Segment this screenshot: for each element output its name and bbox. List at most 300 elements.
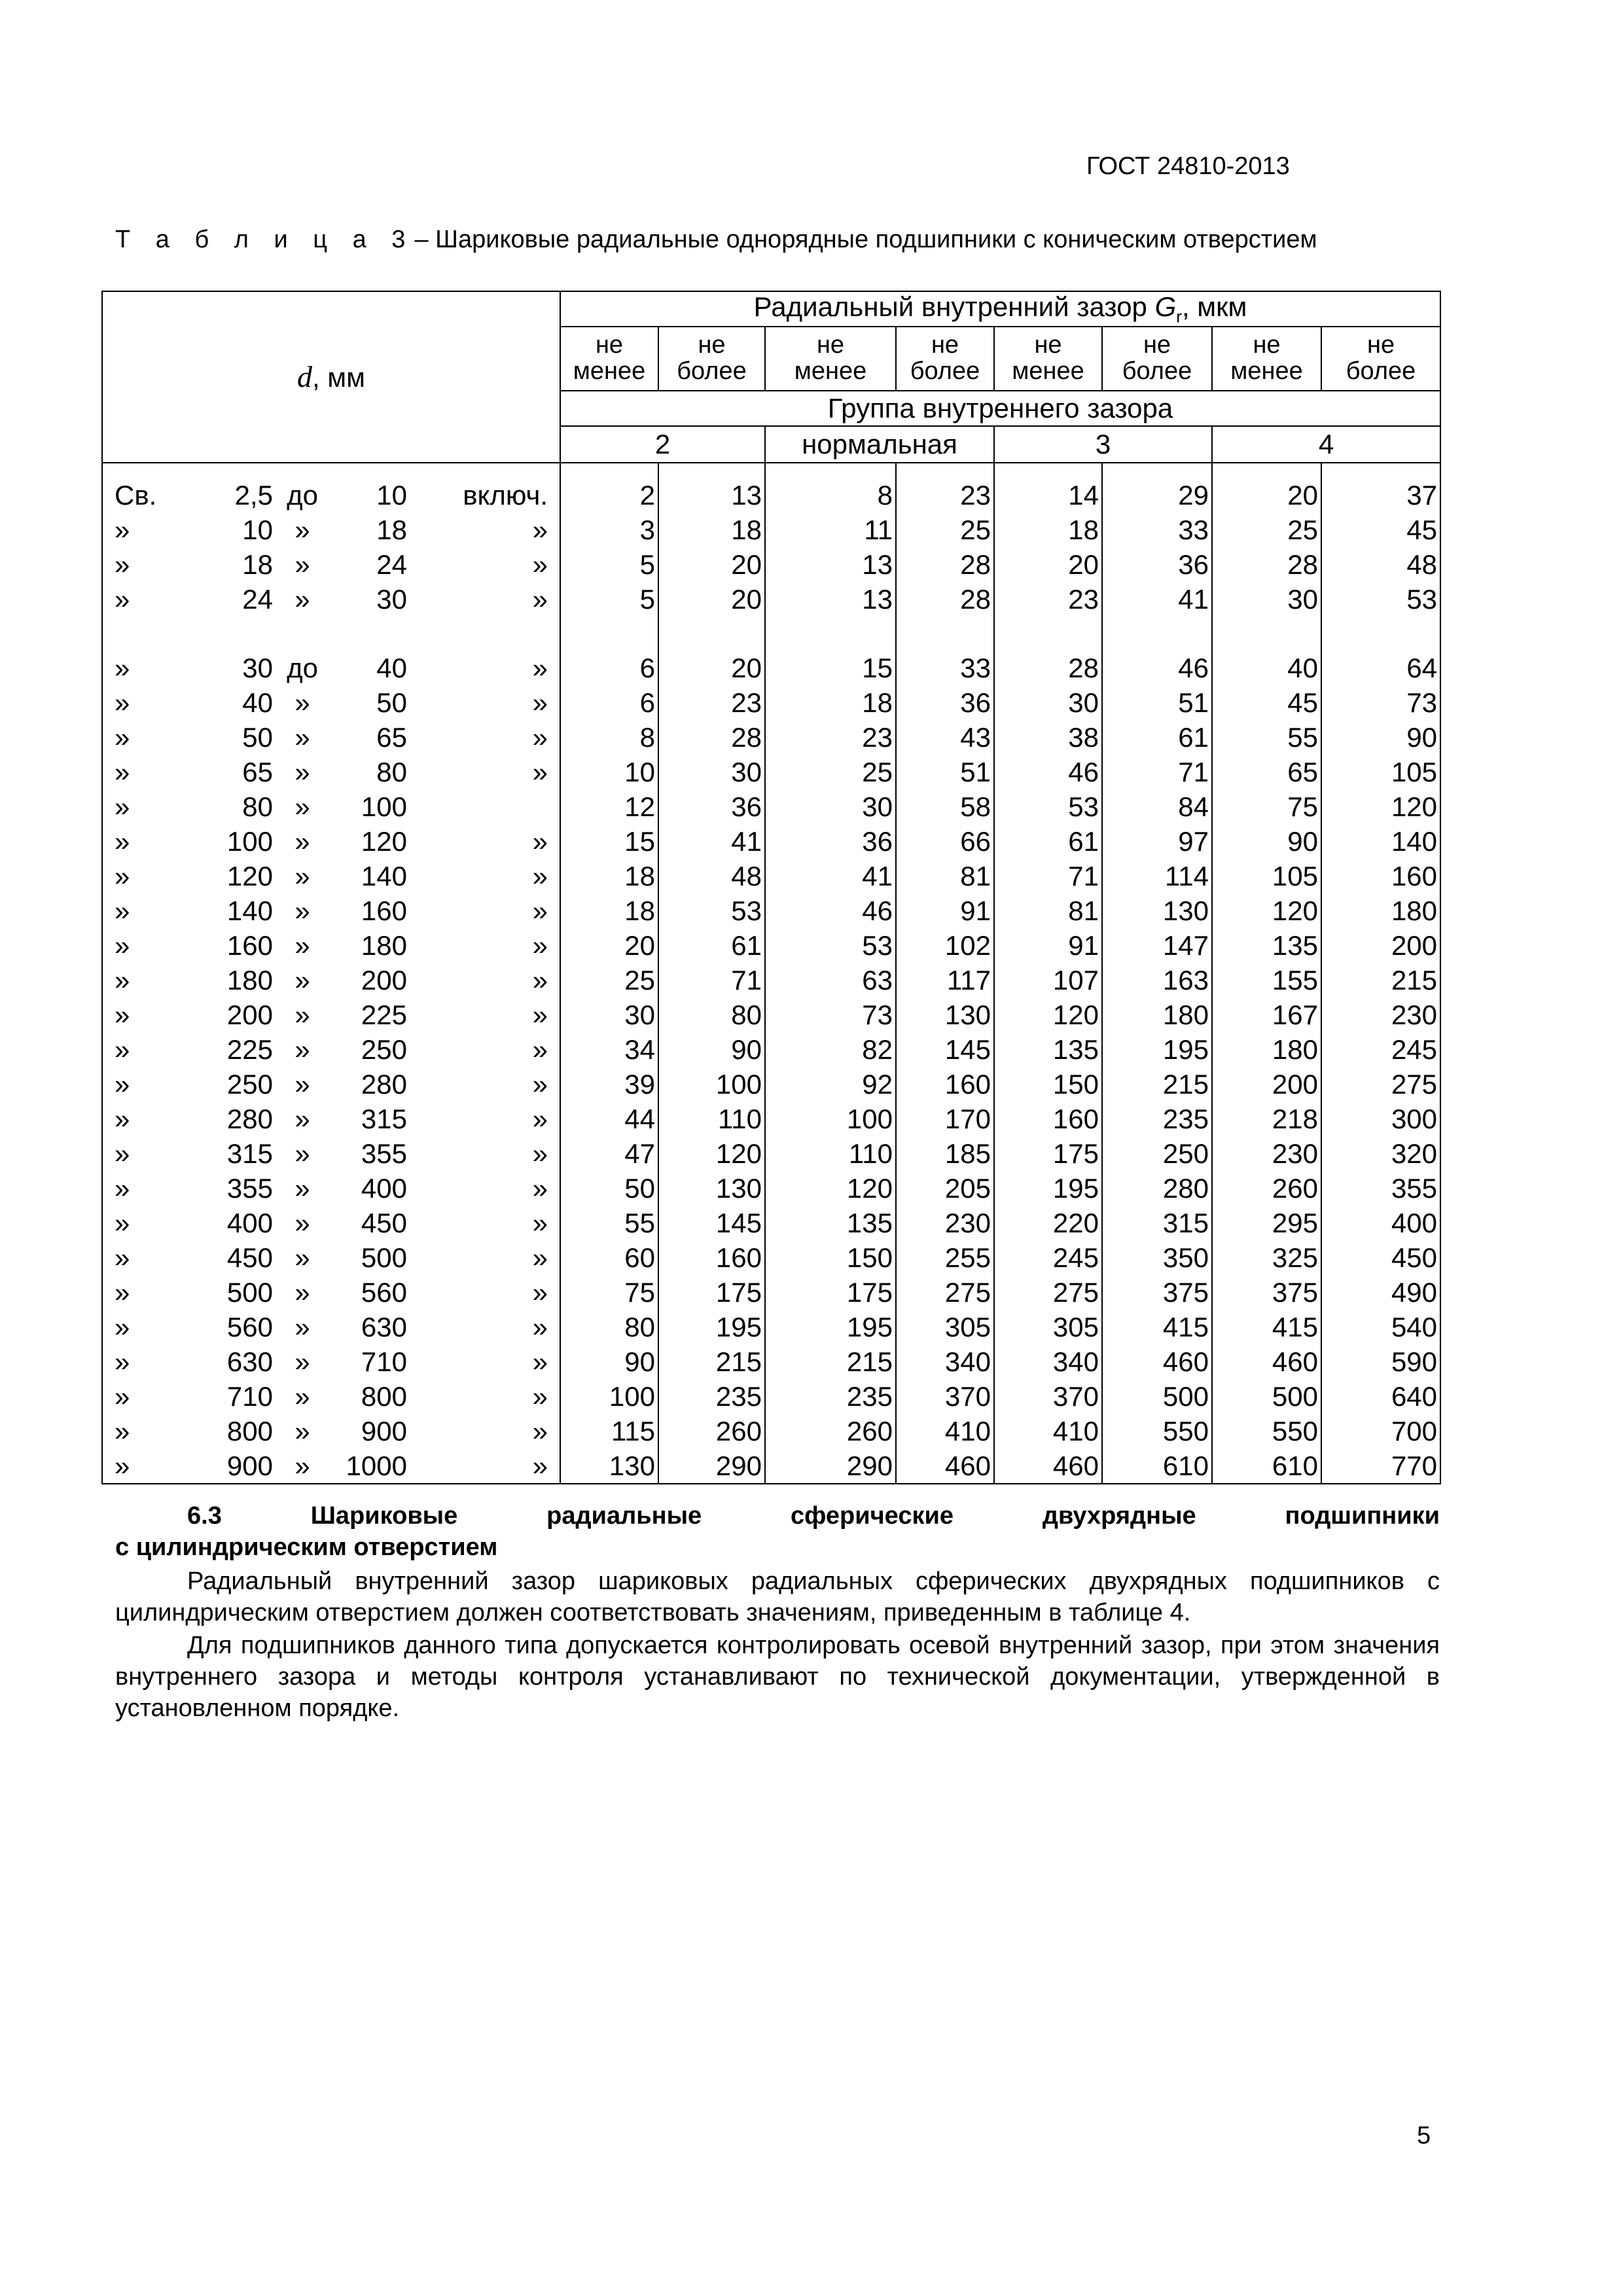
section-title-word: двухрядные: [1042, 1502, 1196, 1530]
diameter-range: [102, 1032, 560, 1067]
diameter-sep: »: [294, 757, 310, 787]
table-cell: 230: [1212, 1136, 1321, 1171]
table-cell: 370: [994, 1379, 1102, 1414]
diameter-to: 140: [361, 861, 407, 891]
table-cell: 215: [765, 1344, 896, 1379]
diameter-incl: »: [532, 584, 548, 615]
diameter-prefix: »: [115, 930, 130, 961]
diameter-from: 24: [242, 584, 273, 615]
diameter-range: [102, 1275, 560, 1310]
diameter-range: [102, 651, 560, 685]
standard-code: ГОСТ 24810-2013: [1086, 152, 1290, 180]
diameter-range: [102, 1344, 560, 1379]
diameter-incl: »: [532, 895, 548, 926]
table-cell: 53: [658, 893, 765, 928]
section-number: 6.3: [187, 1502, 222, 1530]
table-cell: 245: [1321, 1032, 1440, 1067]
diameter-to: 250: [361, 1034, 407, 1065]
table-cell: 36: [1102, 547, 1212, 582]
table-cell: 15: [765, 651, 896, 685]
diameter-prefix: »: [115, 1242, 130, 1273]
diameter-prefix: »: [115, 895, 130, 926]
table-cell: 61: [994, 824, 1102, 859]
header-limit-5: не более: [1102, 327, 1212, 391]
table-cell: 75: [1212, 789, 1321, 824]
table-cell: 460: [896, 1448, 994, 1484]
table-cell: 275: [896, 1275, 994, 1310]
table-cell: 110: [765, 1136, 896, 1171]
diameter-incl: »: [532, 1173, 548, 1204]
table-cell: 215: [658, 1344, 765, 1379]
diameter-sep: »: [294, 965, 310, 996]
table-row: [102, 893, 1440, 928]
diameter-incl: »: [532, 549, 548, 580]
table-cell: 610: [1102, 1448, 1212, 1484]
diameter-from: 450: [226, 1242, 273, 1273]
section-title-word: Шариковые: [310, 1502, 458, 1530]
table-cell: 23: [765, 720, 896, 755]
diameter-from: 100: [226, 826, 273, 857]
table-row: [102, 1067, 1440, 1102]
diameter-incl: »: [532, 1416, 548, 1446]
table-row: [102, 685, 1440, 720]
diameter-from: 120: [226, 861, 273, 891]
header-group-2: 2: [560, 426, 765, 463]
table-cell: 230: [1321, 997, 1440, 1032]
table-cell: 130: [658, 1171, 765, 1206]
diameter-sep: »: [294, 791, 310, 822]
diameter-range: [102, 1102, 560, 1136]
table-cell: 20: [560, 928, 658, 963]
diameter-range: [102, 1136, 560, 1171]
header-group-3: 3: [994, 426, 1212, 463]
table-cell: 53: [765, 928, 896, 963]
table-cell: 65: [1212, 755, 1321, 789]
header-limit-2: не менее: [765, 327, 896, 391]
table-cell: 315: [1102, 1206, 1212, 1240]
table-cell: 230: [896, 1206, 994, 1240]
table-cell: 250: [1102, 1136, 1212, 1171]
table-row: [102, 789, 1440, 824]
table-cell: 185: [896, 1136, 994, 1171]
diameter-range: [102, 859, 560, 893]
table-cell: 500: [1212, 1379, 1321, 1414]
diameter-incl: »: [532, 999, 548, 1030]
diameter-prefix: »: [115, 514, 130, 545]
diameter-to: 100: [361, 791, 407, 822]
diameter-incl: »: [532, 965, 548, 996]
diameter-from: 160: [226, 930, 273, 961]
table-cell: 700: [1321, 1414, 1440, 1448]
table-cell: 100: [560, 1379, 658, 1414]
diameter-prefix: »: [115, 584, 130, 615]
table-cell: 180: [1102, 997, 1212, 1032]
table-cell: 120: [1212, 893, 1321, 928]
table-cell: 81: [896, 859, 994, 893]
table-cell: 375: [1102, 1275, 1212, 1310]
table-cell: 60: [560, 1240, 658, 1275]
diameter-prefix: »: [115, 861, 130, 891]
diameter-to: 450: [361, 1208, 407, 1238]
diameter-sep: »: [294, 1034, 310, 1065]
table-cell: 200: [1212, 1067, 1321, 1102]
table-cell: 540: [1321, 1310, 1440, 1344]
table-cell: 205: [896, 1171, 994, 1206]
header-clearance-group: Группа внутреннего зазора: [560, 391, 1440, 426]
diameter-to: 355: [361, 1138, 407, 1169]
table-cell: 13: [658, 463, 765, 512]
table-cell: 255: [896, 1240, 994, 1275]
table-cell: 71: [658, 963, 765, 997]
diameter-sep: »: [294, 1138, 310, 1169]
diameter-range: [102, 1310, 560, 1344]
table-cell: 33: [1102, 512, 1212, 547]
table-cell: 167: [1212, 997, 1321, 1032]
table-cell: 120: [994, 997, 1102, 1032]
table-cell: 63: [765, 963, 896, 997]
table-cell: 150: [765, 1240, 896, 1275]
table-cell: 45: [1212, 685, 1321, 720]
table-cell: 25: [560, 963, 658, 997]
diameter-sep: »: [294, 826, 310, 857]
table-cell: 145: [896, 1032, 994, 1067]
table-row: [102, 547, 1440, 582]
table-cell: 120: [658, 1136, 765, 1171]
table-row: [102, 824, 1440, 859]
table-cell: 415: [1212, 1310, 1321, 1344]
table-row: [102, 928, 1440, 963]
diameter-sep: »: [294, 1416, 310, 1446]
table-cell: 640: [1321, 1379, 1440, 1414]
table-cell: 5: [560, 547, 658, 582]
table-cell: 91: [896, 893, 994, 928]
table-cell: 145: [658, 1206, 765, 1240]
table-cell: 325: [1212, 1240, 1321, 1275]
table-cell: 550: [1212, 1414, 1321, 1448]
diameter-range: [102, 928, 560, 963]
table-cell: 18: [994, 512, 1102, 547]
table-cell: 155: [1212, 963, 1321, 997]
table-row: [102, 1414, 1440, 1448]
diameter-incl: включ.: [463, 480, 548, 511]
diameter-range: [102, 789, 560, 824]
table-cell: 28: [896, 547, 994, 582]
table-cell: 46: [1102, 651, 1212, 685]
table-row: [102, 1379, 1440, 1414]
table-cell: 80: [560, 1310, 658, 1344]
diameter-sep: »: [294, 722, 310, 753]
table-cell: 175: [994, 1136, 1102, 1171]
diameter-sep: »: [294, 514, 310, 545]
table-row: [102, 1032, 1440, 1067]
table-cell: 295: [1212, 1206, 1321, 1240]
table-cell: 30: [1212, 582, 1321, 617]
diameter-sep: »: [294, 895, 310, 926]
table-caption: [115, 226, 1317, 254]
table-cell: 43: [896, 720, 994, 755]
diameter-prefix: »: [115, 549, 130, 580]
diameter-sep: »: [294, 1208, 310, 1238]
table-cell: 163: [1102, 963, 1212, 997]
table-cell: 91: [994, 928, 1102, 963]
table-cell: 340: [994, 1344, 1102, 1379]
table-cell: 28: [658, 720, 765, 755]
table-cell: 215: [1102, 1067, 1212, 1102]
table-cell: 130: [560, 1448, 658, 1484]
table-row: [102, 963, 1440, 997]
diameter-sep: »: [294, 1450, 310, 1481]
table-cell: 135: [994, 1032, 1102, 1067]
table-cell: 28: [994, 651, 1102, 685]
diameter-range: [102, 582, 560, 617]
table-cell: 460: [1102, 1344, 1212, 1379]
diameter-prefix: »: [115, 1450, 130, 1481]
section-title-word: подшипники: [1285, 1502, 1440, 1530]
table-cell: 36: [658, 789, 765, 824]
table-cell: 400: [1321, 1206, 1440, 1240]
section-title-word: радиальные: [546, 1502, 702, 1530]
table-cell: 410: [994, 1414, 1102, 1448]
table-cell: 84: [1102, 789, 1212, 824]
table-caption-title: – Шариковые радиальные однорядные подшипники с коническим отверстием: [414, 226, 1317, 253]
diameter-prefix: »: [115, 1416, 130, 1446]
diameter-range: [102, 1171, 560, 1206]
diameter-to: 710: [361, 1346, 407, 1377]
table-cell: 48: [1321, 547, 1440, 582]
diameter-to: 18: [376, 514, 407, 545]
diameter-to: 10: [376, 480, 407, 511]
header-limit-6: не менее: [1212, 327, 1321, 391]
table-row: [102, 1448, 1440, 1484]
table-cell: 38: [994, 720, 1102, 755]
table-cell: 13: [765, 547, 896, 582]
table-cell: 150: [994, 1067, 1102, 1102]
diameter-prefix: »: [115, 687, 130, 718]
table-cell: 120: [1321, 789, 1440, 824]
table-row: [102, 651, 1440, 685]
table-cell: 73: [765, 997, 896, 1032]
table-cell: 18: [658, 512, 765, 547]
table-cell: 10: [560, 755, 658, 789]
spacer-row: [102, 617, 1440, 651]
table-cell: 200: [1321, 928, 1440, 963]
table-cell: 41: [1102, 582, 1212, 617]
table-cell: 175: [765, 1275, 896, 1310]
header-limit-0: не менее: [560, 327, 658, 391]
table-cell: 260: [1212, 1171, 1321, 1206]
diameter-incl: »: [532, 1381, 548, 1412]
diameter-to: 200: [361, 965, 407, 996]
diameter-prefix: »: [115, 757, 130, 787]
diameter-sep: »: [294, 1173, 310, 1204]
diameter-range: [102, 720, 560, 755]
diameter-from: 630: [226, 1346, 273, 1377]
diameter-incl: »: [532, 687, 548, 718]
diameter-incl: »: [532, 1069, 548, 1100]
table-cell: 34: [560, 1032, 658, 1067]
diameter-prefix: »: [115, 653, 130, 683]
diameter-range: [102, 755, 560, 789]
table-cell: 30: [658, 755, 765, 789]
table-cell: 260: [765, 1414, 896, 1448]
diameter-to: 180: [361, 930, 407, 961]
table-cell: 53: [994, 789, 1102, 824]
table-cell: 275: [994, 1275, 1102, 1310]
diameter-sep: »: [294, 1103, 310, 1134]
table-cell: 8: [560, 720, 658, 755]
diameter-prefix: »: [115, 1277, 130, 1308]
diameter-incl: »: [532, 826, 548, 857]
header-limit-4: не менее: [994, 327, 1102, 391]
table-cell: 71: [1102, 755, 1212, 789]
table-cell: 73: [1321, 685, 1440, 720]
diameter-to: 400: [361, 1173, 407, 1204]
table-row: [102, 1206, 1440, 1240]
diameter-incl: »: [532, 722, 548, 753]
diameter-range: [102, 997, 560, 1032]
table-cell: 195: [1102, 1032, 1212, 1067]
diameter-from: 180: [226, 965, 273, 996]
header-limit-1: не более: [658, 327, 765, 391]
diameter-range: [102, 463, 560, 512]
clearance-table: [101, 291, 1441, 1484]
table-cell: 195: [658, 1310, 765, 1344]
diameter-from: 18: [242, 549, 273, 580]
diameter-range: [102, 1414, 560, 1448]
table-cell: 175: [658, 1275, 765, 1310]
diameter-from: 50: [242, 722, 273, 753]
table-cell: 180: [1212, 1032, 1321, 1067]
table-cell: 36: [765, 824, 896, 859]
table-cell: 160: [896, 1067, 994, 1102]
table-cell: 20: [658, 651, 765, 685]
diameter-range: [102, 685, 560, 720]
table-cell: 300: [1321, 1102, 1440, 1136]
table-cell: 130: [896, 997, 994, 1032]
table-cell: 147: [1102, 928, 1212, 963]
table-cell: 130: [1102, 893, 1212, 928]
table-cell: 40: [1212, 651, 1321, 685]
table-cell: 450: [1321, 1240, 1440, 1275]
table-row: [102, 859, 1440, 893]
table-cell: 97: [1102, 824, 1212, 859]
table-cell: 220: [994, 1206, 1102, 1240]
table-cell: 20: [658, 547, 765, 582]
table-row: [102, 1240, 1440, 1275]
table-cell: 140: [1321, 824, 1440, 859]
table-cell: 8: [765, 463, 896, 512]
diameter-from: 280: [226, 1103, 273, 1134]
diameter-incl: »: [532, 1277, 548, 1308]
table-cell: 160: [994, 1102, 1102, 1136]
table-cell: 110: [658, 1102, 765, 1136]
diameter-sep: »: [294, 1346, 310, 1377]
table-cell: 120: [765, 1171, 896, 1206]
table-row: [102, 1344, 1440, 1379]
table-row: [102, 1275, 1440, 1310]
diameter-prefix: »: [115, 965, 130, 996]
table-cell: 58: [896, 789, 994, 824]
diameter-prefix: »: [115, 999, 130, 1030]
diameter-prefix: »: [115, 1312, 130, 1342]
diameter-incl: »: [532, 757, 548, 787]
table-cell: 90: [1321, 720, 1440, 755]
diameter-to: 160: [361, 895, 407, 926]
diameter-sep: »: [294, 1069, 310, 1100]
diameter-sep: »: [294, 930, 310, 961]
diameter-prefix: »: [115, 1069, 130, 1100]
diameter-prefix: »: [115, 1381, 130, 1412]
table-cell: 71: [994, 859, 1102, 893]
diameter-sep: »: [294, 1312, 310, 1342]
table-cell: 48: [658, 859, 765, 893]
table-cell: 218: [1212, 1102, 1321, 1136]
diameter-from: 225: [226, 1034, 273, 1065]
diameter-range: [102, 1067, 560, 1102]
table-cell: 160: [1321, 859, 1440, 893]
diameter-prefix: »: [115, 826, 130, 857]
table-cell: 29: [1102, 463, 1212, 512]
diameter-prefix: »: [115, 722, 130, 753]
page-number: 5: [1417, 2122, 1431, 2149]
diameter-from: 315: [226, 1138, 273, 1169]
diameter-incl: »: [532, 1346, 548, 1377]
diameter-incl: »: [532, 1208, 548, 1238]
diameter-range: [102, 512, 560, 547]
diameter-range: [102, 1448, 560, 1484]
table-cell: 80: [658, 997, 765, 1032]
table-row: [102, 1102, 1440, 1136]
table-row: [102, 463, 1440, 512]
table-cell: 18: [560, 859, 658, 893]
table-cell: 610: [1212, 1448, 1321, 1484]
diameter-from: 30: [242, 653, 273, 683]
table-row: [102, 1171, 1440, 1206]
diameter-range: [102, 1206, 560, 1240]
diameter-to: 24: [376, 549, 407, 580]
table-cell: 11: [765, 512, 896, 547]
table-cell: 6: [560, 685, 658, 720]
diameter-incl: »: [532, 514, 548, 545]
table-cell: 50: [560, 1171, 658, 1206]
diameter-incl: »: [532, 1450, 548, 1481]
diameter-from: 900: [226, 1450, 273, 1481]
table-cell: 305: [994, 1310, 1102, 1344]
table-cell: 215: [1321, 963, 1440, 997]
table-cell: 180: [1321, 893, 1440, 928]
table-cell: 25: [1212, 512, 1321, 547]
diameter-from: 140: [226, 895, 273, 926]
table-cell: 41: [658, 824, 765, 859]
diameter-to: 900: [361, 1416, 407, 1446]
table-cell: 75: [560, 1275, 658, 1310]
table-cell: 81: [994, 893, 1102, 928]
diameter-sep: »: [294, 1242, 310, 1273]
diameter-to: 800: [361, 1381, 407, 1412]
table-cell: 46: [994, 755, 1102, 789]
table-cell: 51: [896, 755, 994, 789]
table-cell: 90: [1212, 824, 1321, 859]
table-cell: 13: [765, 582, 896, 617]
table-cell: 117: [896, 963, 994, 997]
diameter-incl: »: [532, 1138, 548, 1169]
table-row: [102, 582, 1440, 617]
diameter-to: 630: [361, 1312, 407, 1342]
table-cell: 105: [1321, 755, 1440, 789]
table-cell: 550: [1102, 1414, 1212, 1448]
diameter-sep: »: [294, 1381, 310, 1412]
table-cell: 41: [765, 859, 896, 893]
